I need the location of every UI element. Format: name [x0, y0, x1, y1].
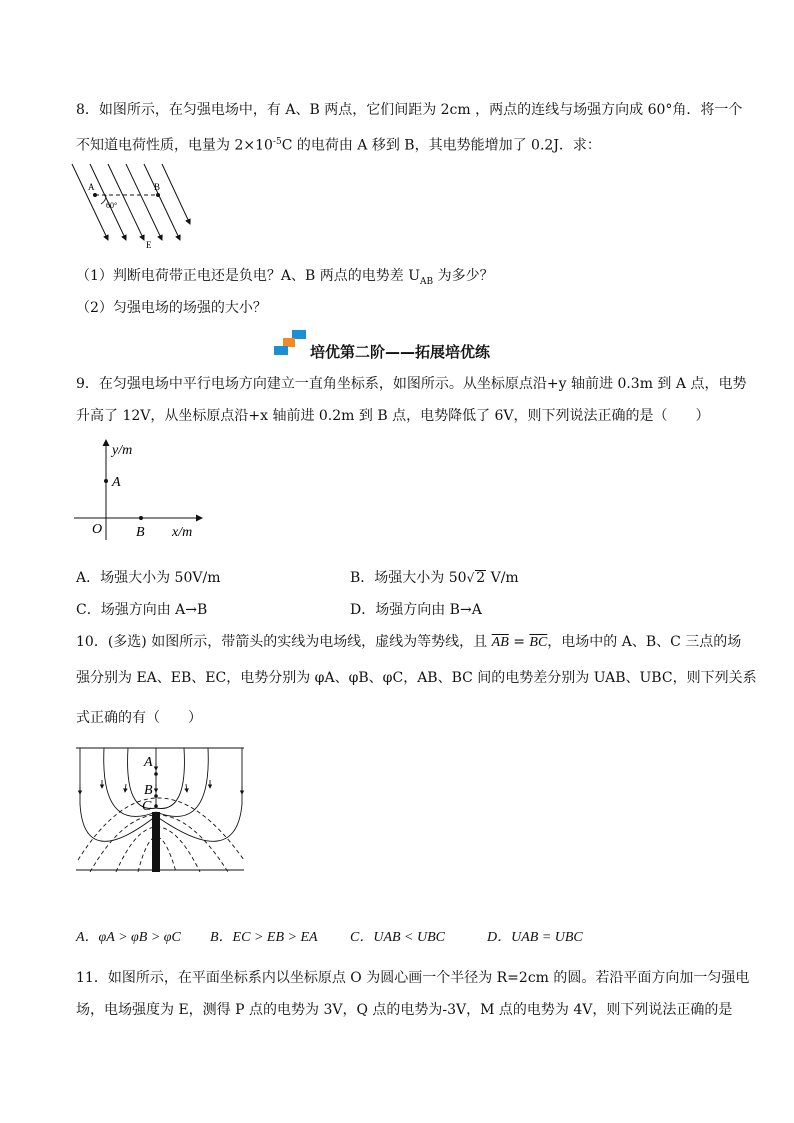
- q10-text-line1: [76, 632, 741, 653]
- label-c: C: [142, 799, 152, 814]
- field-line-mid-right: [156, 748, 208, 816]
- q10-field-figure: [76, 744, 246, 876]
- q10-l1-pre: 10．(多选) 如图所示，带箭头的实线为电场线，虚线为等势线，且: [76, 634, 492, 650]
- q9-axes-figure: [70, 436, 210, 546]
- q10-option-d: D．UAB = UBC: [487, 930, 583, 945]
- q9-optb-pre: B．场强大小为 50: [350, 570, 467, 586]
- q9-option-c: C．场强方向由 A→B: [76, 602, 208, 618]
- section-banner: [0, 340, 794, 364]
- q10-l1-eq: =: [508, 634, 530, 650]
- point-a: [154, 772, 158, 776]
- point-b: [139, 516, 143, 520]
- q10-option-b: B．EC > EB > EA: [210, 930, 318, 945]
- charged-rod: [152, 812, 160, 872]
- banner-logo-icon: [272, 330, 312, 360]
- q9-text-line2: 升高了 12V，从坐标原点沿+x 轴前进 0.2m 到 B 点，电势降低了 6V，则下列说法正确的是（ ）: [76, 408, 710, 424]
- label-b: B: [144, 783, 153, 798]
- q9-option-b: B．场强大小为 50√ 2 V/m: [350, 570, 519, 586]
- q9-optb-root: 2: [476, 570, 486, 586]
- q8-sub1-pre: （1）判断电荷带正电还是负电？A、B 两点的电势差 U: [76, 268, 421, 284]
- q8-text-line2: [76, 132, 601, 156]
- point-b: [156, 193, 160, 197]
- q8-field-figure: [68, 160, 198, 250]
- q10-l1-post: ，电场中的 A、B、C 三点的场: [547, 634, 742, 650]
- q9-optb-post: V/m: [486, 570, 519, 586]
- q10-option-a: A．φA > φB > φC: [76, 930, 181, 945]
- point-a: [104, 479, 108, 483]
- point-c: [154, 804, 158, 808]
- field-line-1: [72, 164, 108, 240]
- field-line-6: [162, 164, 190, 224]
- q10-l1-bc: $\overline{BC}$: [529, 635, 548, 650]
- q8-line2-post: C 的电荷由 A 移到 B，其电势能增加了 0.2J．求：: [281, 137, 601, 154]
- label-b: B: [136, 525, 145, 540]
- q8-text-line1: 8．如图所示，在匀强电场中，有 A、B 两点，它们间距为 2cm ，两点的连线与场强方向成 60°角．将一个: [76, 102, 743, 118]
- label-a: A: [112, 475, 121, 490]
- q9-option-d: D．场强方向由 B→A: [350, 602, 482, 618]
- q10-option-c: C．UAB < UBC: [350, 930, 445, 945]
- label-e: E: [146, 240, 152, 250]
- point-b: [154, 794, 158, 798]
- equipotential-outer: [78, 798, 244, 860]
- q11-text-line2: 场，电场强度为 E，测得 P 点的电势为 3V，Q 点的电势为-3V，M 点的电势为 4V，则下列说法正确的是: [76, 1002, 733, 1018]
- q10-text-line3: 式正确的有（ ）: [76, 710, 202, 726]
- label-a: A: [88, 182, 95, 192]
- q10-text-line2: 强分别为 EA、EB、EC，电势分别为 φA、φB、φC，AB、BC 间的电势差分别为 UAB、UBC，则下列关系: [76, 670, 757, 686]
- q8-line2-exp: -5: [272, 137, 282, 147]
- label-angle: 60°: [106, 201, 118, 210]
- label-a: A: [144, 755, 153, 770]
- q10-l1-ab: $\overline{AB}$: [491, 635, 509, 650]
- q8-sub1-post: 为多少？: [433, 268, 494, 284]
- q9-text-line1: 9．在匀强电场中平行电场方向建立一直角坐标系，如图所示。从坐标原点沿+y 轴前进 0.3m 到 A 点，电势: [76, 376, 747, 392]
- field-line-5: [144, 164, 180, 240]
- point-a: [93, 193, 97, 197]
- field-line-outer-right: [156, 748, 242, 841]
- q8-sub1: [76, 266, 494, 292]
- label-o: O: [92, 522, 103, 537]
- field-line-4: [126, 164, 162, 240]
- field-line-inner-right: [156, 748, 184, 809]
- y-label: y/m: [112, 443, 133, 458]
- q8-sub2: （2）匀强电场的场强的大小？: [76, 300, 267, 316]
- label-b: B: [154, 182, 161, 192]
- q11-text-line1: 11．如图所示，在平面坐标系内以坐标原点 O 为圆心画一个半径为 R=2cm 的圆。若沿平面方向加一匀强电: [76, 970, 750, 986]
- q9-option-a: A．场强大小为 50V/m: [76, 570, 221, 586]
- q8-sub1-sub: AB: [420, 276, 434, 287]
- q8-line2-pre: 不知道电荷性质，电量为 2×10: [76, 137, 273, 154]
- x-label: x/m: [172, 525, 193, 540]
- banner-title: 培优第二阶——拓展培优练: [310, 343, 491, 361]
